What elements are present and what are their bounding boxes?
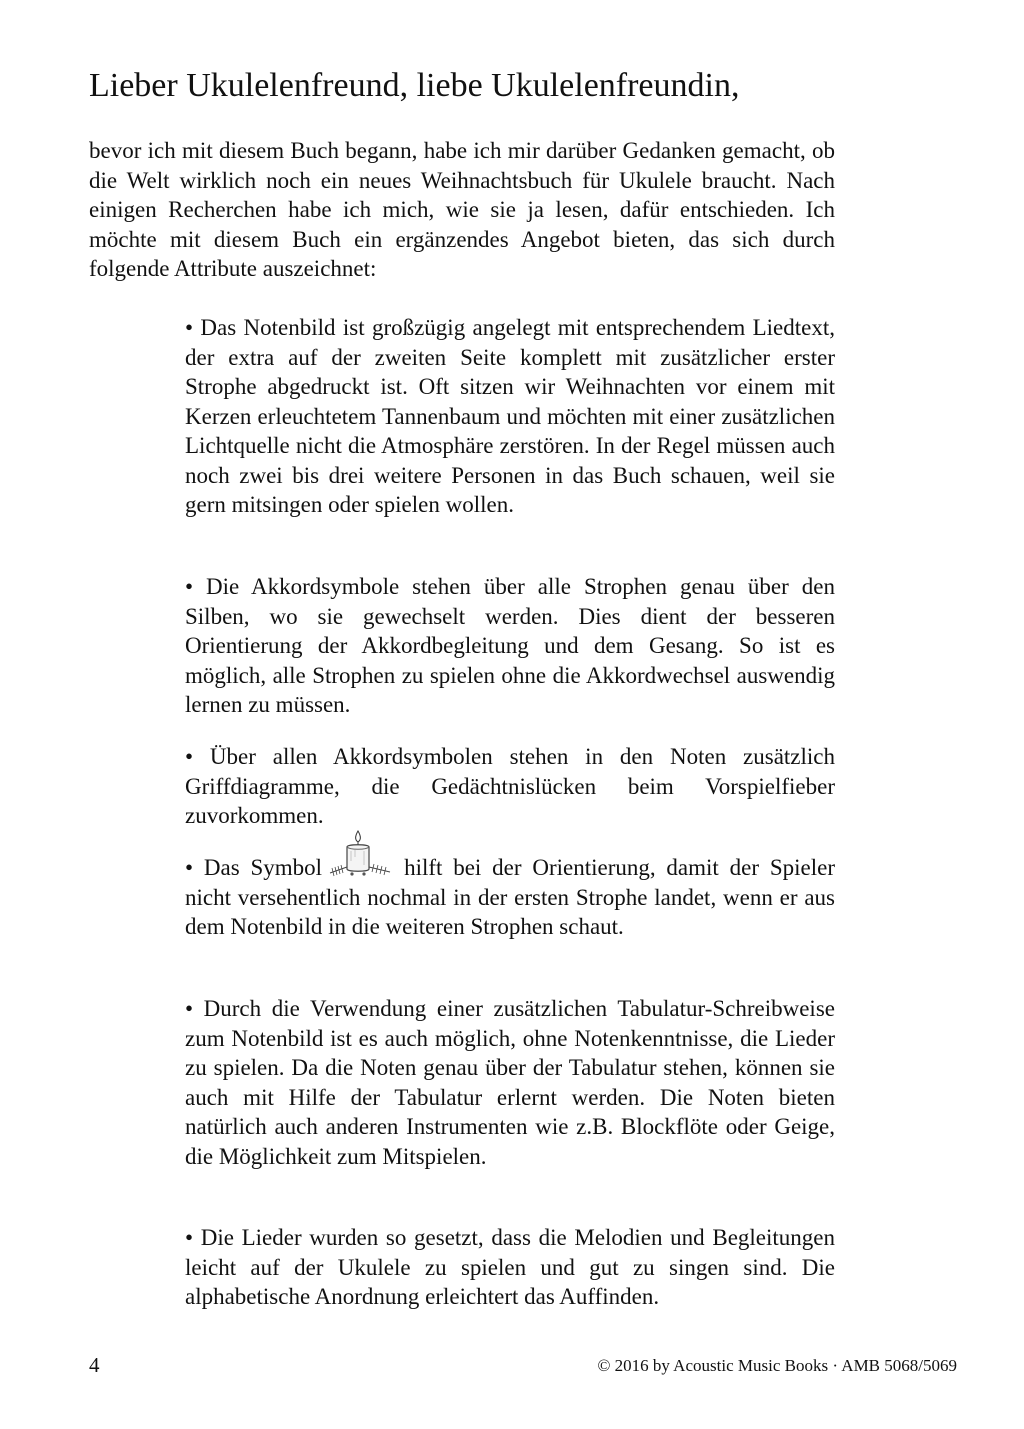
bullet-paragraph-akkordsymbole: • Die Akkordsymbole stehen über alle Strophen genau über den Silben, wo sie gewechselt werden. Dies dient der besseren Orientierung der Akkordbegleitung und dem Gesang. So ist es möglich, alle Strophen zu spielen ohne die Akkordwechsel auswendig lernen zu müssen. (185, 574, 835, 717)
candle-icon (322, 853, 404, 875)
symbol-bullet-text-before: • Das Symbol (185, 855, 323, 880)
page-title: Lieber Ukulelenfreund, liebe Ukulelenfreundin, (89, 67, 740, 104)
bullet-paragraph-notenbild: • Das Notenbild ist großzügig angelegt mit entsprechendem Liedtext, der extra auf der zweiten Seite komplett mit zusätzlicher erster Strophe abgedruckt ist. Oft sitzen wir Weihnachten vor einem mit Kerzen erleuchtetem Tannenbaum und möchten mit einer zusätzlichen Lichtquelle nicht die Atmosphäre zerstören. In der Regel müssen auch noch zwei bis drei weitere Personen in das Buch schauen, weil sie gern mitsingen oder spielen wollen. (185, 315, 835, 517)
copyright-notice: © 2016 by Acoustic Music Books · AMB 5068/5069 (597, 1356, 957, 1375)
bullet-paragraph-tabulatur: • Durch die Verwendung einer zusätzlichen Tabulatur-Schreibweise zum Notenbild ist es auch möglich, ohne Notenkenntnisse, die Lieder zu spielen. Da die Noten genau über der Tabulatur stehen, können sie auch mit Hilfe der Tabulatur erlernt werden. Die Noten bieten natürlich auch anderen Instrumenten wie z.B. Blockflöte oder Geige, die Möglichkeit zum Mitspielen. (185, 996, 835, 1169)
symbol-bullet-text-after: hilft bei der Orientierung, damit der Spieler nicht versehentlich nochmal in der ersten Strophe landet, wenn er aus dem Notenbild in die weiteren Strophen schaut. (185, 855, 835, 939)
bullet-paragraph-lieder: • Die Lieder wurden so gesetzt, dass die Melodien und Begleitungen leicht auf der Ukulele zu spielen und gut zu singen sind. Die alphabetische Anordnung erleichtert das Auffinden. (185, 1225, 835, 1309)
bullet-paragraph-symbol (185, 853, 835, 942)
bullet-paragraph-griffdiagramme: • Über allen Akkordsymbolen stehen in den Noten zusätzlich Griffdiagramme, die Gedächtnislücken beim Vorspielfieber zuvorkommen. (185, 744, 835, 828)
intro-paragraph: bevor ich mit diesem Buch begann, habe ich mir darüber Gedanken gemacht, ob die Welt wirklich noch ein neues Weihnachtsbuch für Ukulele braucht. Nach einigen Recherchen habe ich mich, wie sie ja lesen, dafür entschieden. Ich möchte mit diesem Buch ein ergänzendes Angebot bieten, das sich durch folgende Attribute auszeichnet: (89, 138, 835, 281)
page-number: 4 (89, 1353, 100, 1377)
